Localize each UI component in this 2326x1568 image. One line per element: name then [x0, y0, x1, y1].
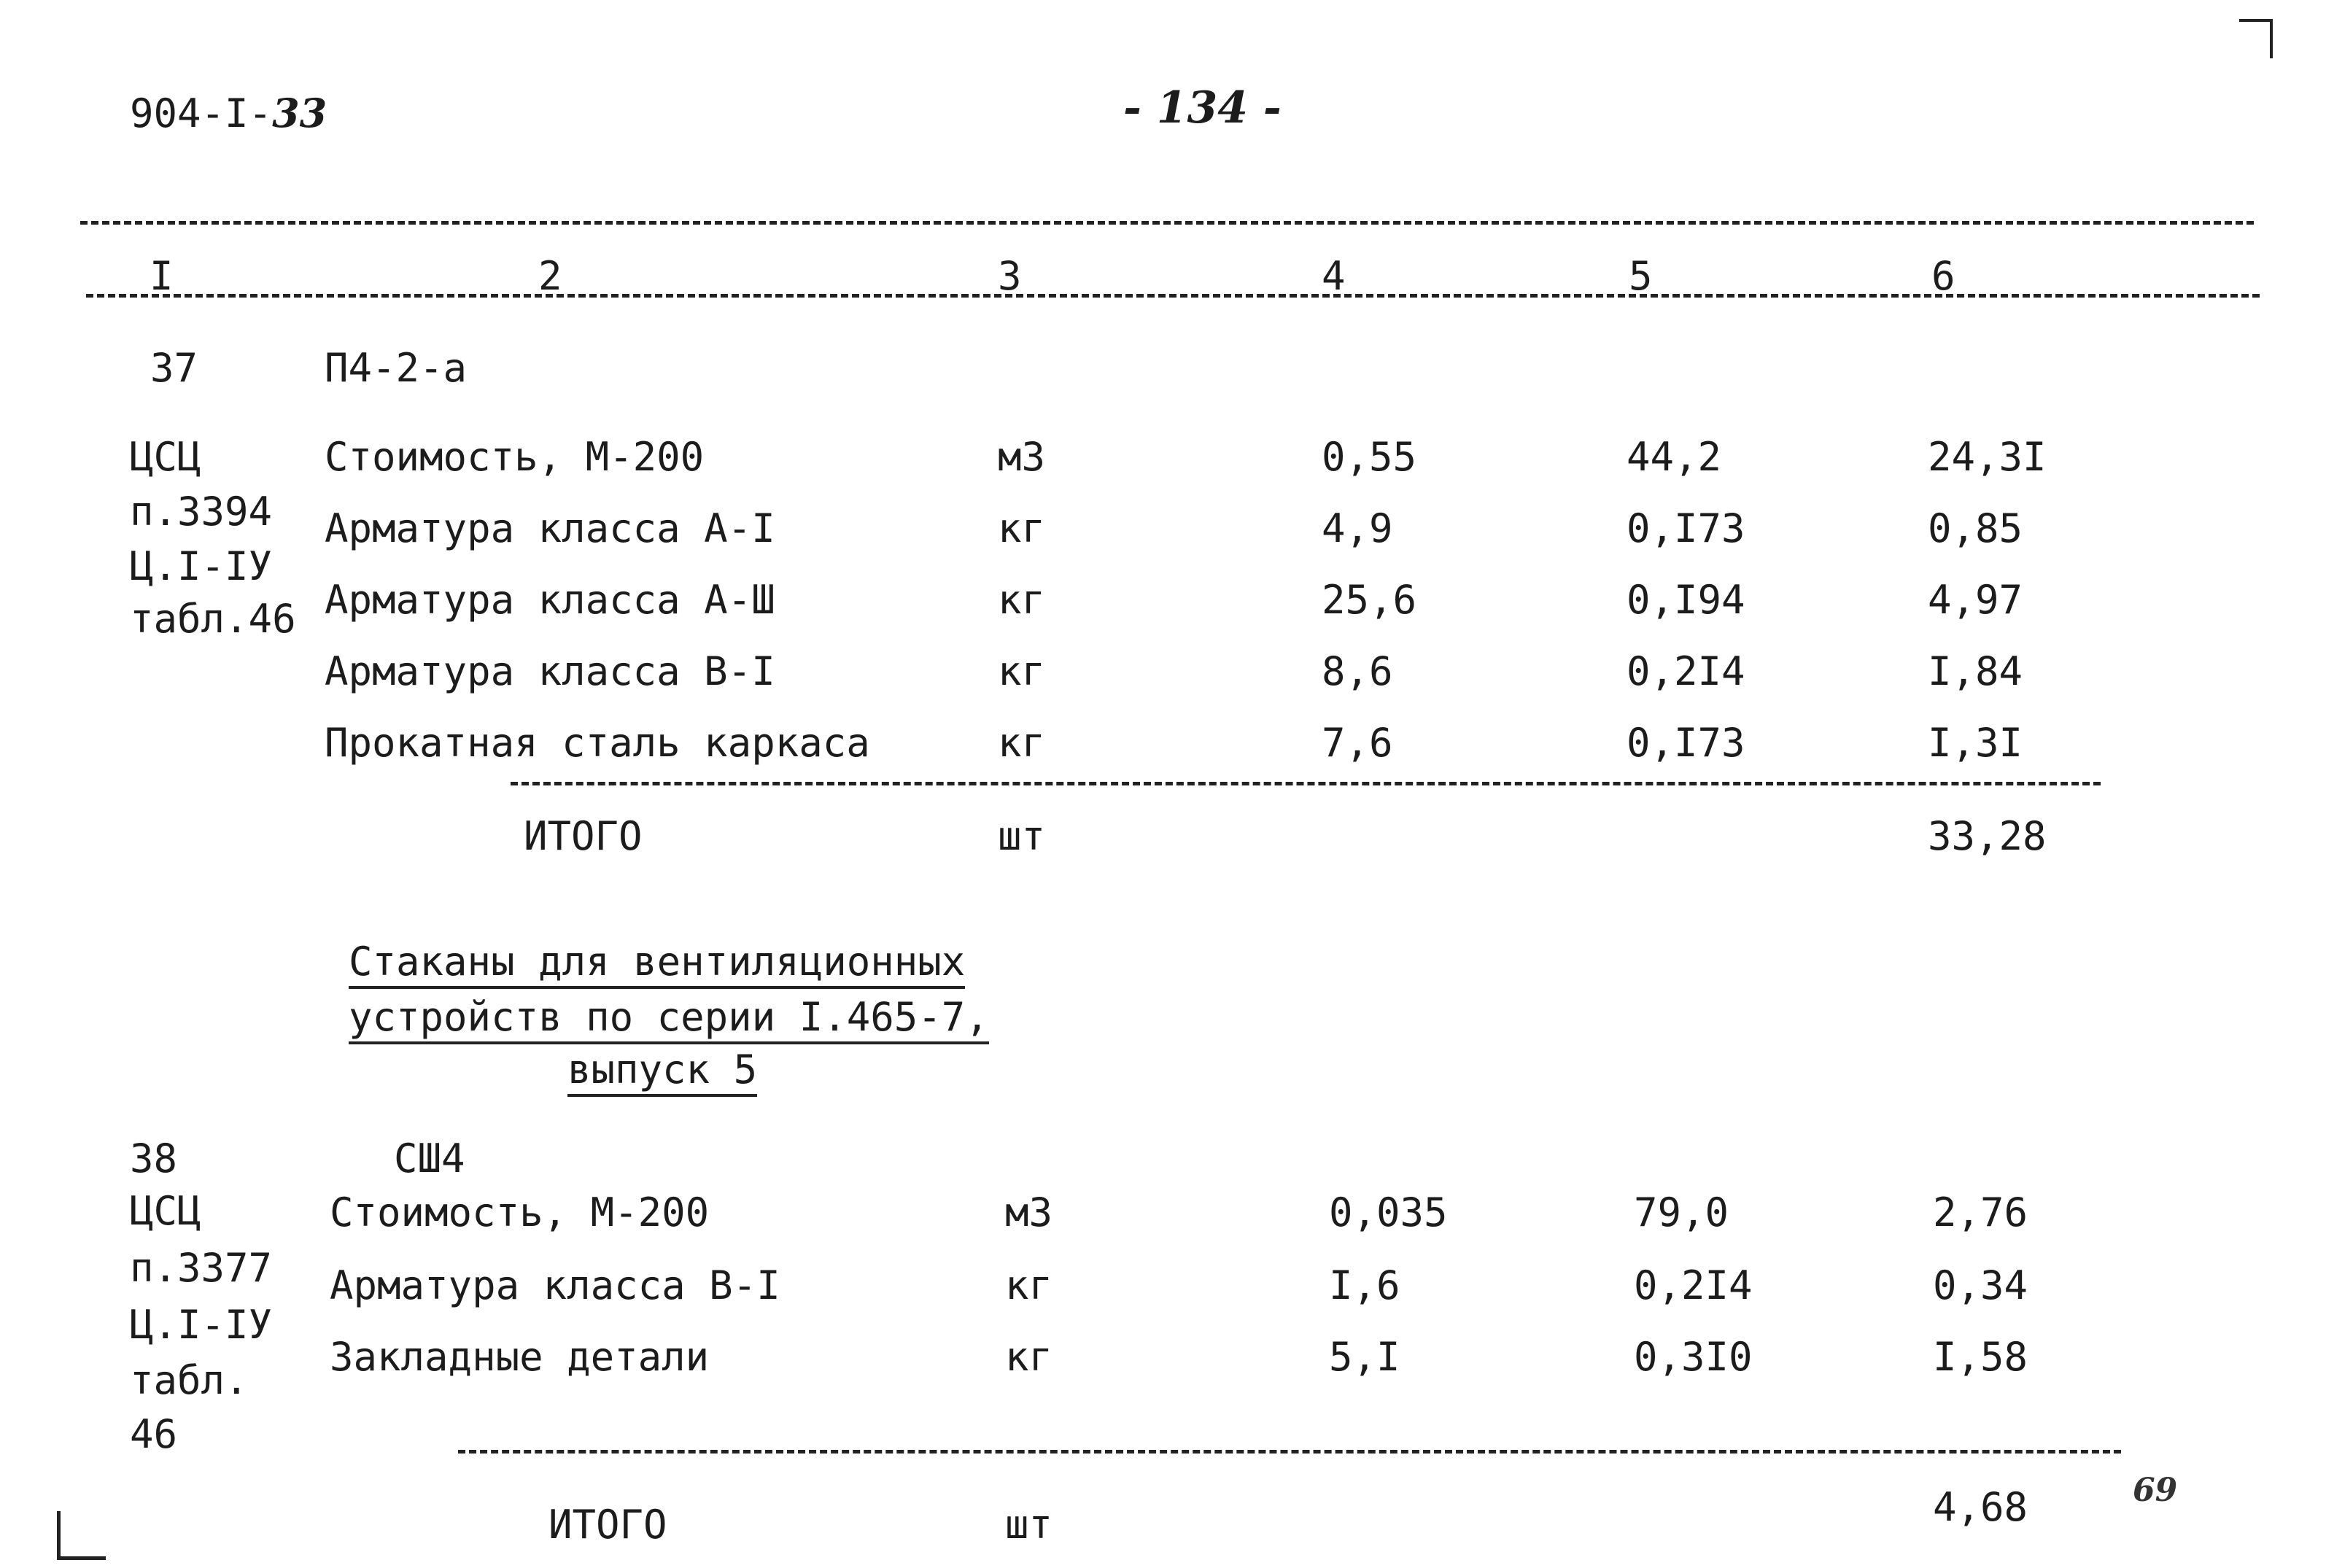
column-number-1: I [150, 253, 174, 299]
row-unit: кг [1005, 1262, 1053, 1308]
item-code: П4-2-а [325, 345, 468, 391]
row-total: 0,85 [1928, 505, 2023, 551]
row-unit: кг [1005, 1334, 1053, 1380]
corner-mark-top-right [2239, 19, 2273, 58]
row-unit: кг [998, 505, 1046, 551]
column-number-5: 5 [1629, 253, 1653, 299]
row-name: Закладные детали [330, 1334, 710, 1380]
item-number: 38 [130, 1136, 178, 1181]
row-name: Арматура класса А-I [325, 505, 775, 551]
subtotal-rule [458, 1450, 2121, 1453]
row-price: 0,2I4 [1627, 648, 1745, 694]
item-code: СШ4 [394, 1136, 465, 1181]
row-unit: кг [998, 577, 1046, 623]
row-price: 79,0 [1634, 1189, 1729, 1235]
total-label: ИТОГО [548, 1502, 667, 1548]
total-unit: шт [1005, 1502, 1053, 1548]
row-name: Стоимость, М-200 [325, 434, 705, 480]
row-name: Стоимость, М-200 [330, 1189, 710, 1235]
row-qty: 0,035 [1329, 1189, 1448, 1235]
margin-note: 69 [2133, 1472, 2178, 1509]
row-total: I,3I [1928, 720, 2023, 766]
row-total: I,84 [1928, 648, 2023, 694]
header-rule-top [80, 221, 2254, 225]
row-name: Прокатная сталь каркаса [325, 720, 870, 766]
row-qty: 0,55 [1322, 434, 1417, 480]
total-unit: шт [998, 813, 1046, 859]
row-price: 0,I94 [1627, 577, 1745, 623]
row-qty: 7,6 [1322, 720, 1393, 766]
row-price: 0,I73 [1627, 720, 1745, 766]
section-heading-line3: выпуск 5 [567, 1050, 757, 1090]
row-qty: 8,6 [1322, 648, 1393, 694]
row-qty: 5,I [1329, 1334, 1400, 1380]
column-number-2: 2 [538, 253, 562, 299]
source-line: табл. [130, 1357, 249, 1403]
source-line: ЦСЦ [130, 1188, 201, 1234]
column-number-6: 6 [1931, 253, 1955, 299]
row-name: Арматура класса А-Ш [325, 577, 775, 623]
row-unit: кг [998, 720, 1046, 766]
document-code: 904-I-33 [130, 90, 327, 136]
row-total: 2,76 [1933, 1189, 2028, 1235]
row-total: 0,34 [1933, 1262, 2028, 1308]
page-number: - 134 - [1123, 82, 1282, 133]
source-line: Ц.I-IУ [130, 543, 273, 589]
subtotal-rule [511, 782, 2101, 785]
row-qty: 25,6 [1322, 577, 1417, 623]
row-price: 44,2 [1627, 434, 1722, 480]
source-line: Ц.I-IУ [130, 1302, 273, 1348]
source-line: ЦСЦ [130, 434, 201, 480]
row-total: I,58 [1933, 1334, 2028, 1380]
row-name: Арматура класса В-I [330, 1262, 780, 1308]
source-line: табл.46 [130, 596, 296, 642]
row-unit: кг [998, 648, 1046, 694]
row-total: 4,97 [1928, 577, 2023, 623]
row-qty: I,6 [1329, 1262, 1400, 1308]
column-number-4: 4 [1322, 253, 1346, 299]
row-price: 0,3I0 [1634, 1334, 1753, 1380]
row-name: Арматура класса В-I [325, 648, 775, 694]
row-price: 0,2I4 [1634, 1262, 1753, 1308]
corner-mark-bottom-left [57, 1511, 106, 1560]
source-line: п.3377 [130, 1245, 273, 1291]
row-unit: м3 [998, 434, 1046, 480]
row-total: 24,3I [1928, 434, 2047, 480]
total-label: ИТОГО [524, 813, 643, 859]
section-heading-line2: устройств по серии I.465-7, [349, 998, 989, 1037]
section-heading-line1: Стаканы для вентиляционных [349, 942, 965, 982]
source-line: 46 [130, 1411, 178, 1457]
total-value: 33,28 [1928, 813, 2047, 859]
item-number: 37 [150, 345, 198, 391]
total-value: 4,68 [1933, 1484, 2028, 1530]
column-number-3: 3 [998, 253, 1022, 299]
row-price: 0,I73 [1627, 505, 1745, 551]
source-line: п.3394 [130, 489, 273, 535]
row-qty: 4,9 [1322, 505, 1393, 551]
row-unit: м3 [1005, 1189, 1053, 1235]
